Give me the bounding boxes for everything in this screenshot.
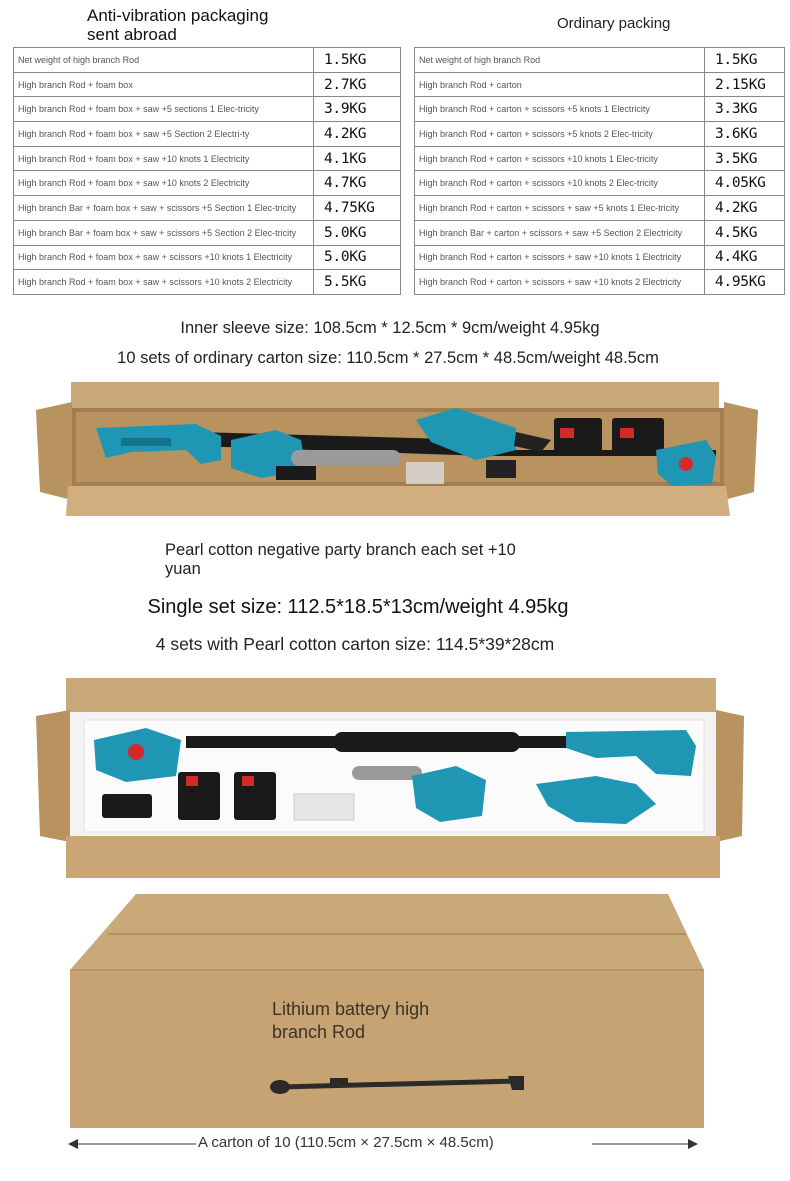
ordinary-description: High branch Bar + carton + scissors + saw +5 Section 2 Electricity — [415, 220, 705, 245]
anti-vibration-table-body — [14, 48, 401, 295]
ordinary-weight: 3.6KG — [705, 122, 785, 147]
ordinary-description: High branch Rod + carton + scissors +5 knots 2 Elec-tricity — [415, 122, 705, 147]
ordinary-row — [415, 97, 785, 122]
single-set-size-text: Single set size: 112.5*18.5*13cm/weight 4.95kg — [147, 596, 569, 618]
ordinary-row — [415, 48, 785, 73]
anti-vibration-weight: 5.0KG — [314, 220, 401, 245]
left-arrow-icon — [68, 1137, 196, 1149]
anti-vibration-description: High branch Rod + foam box + saw + scissors +10 knots 1 Electricity — [14, 245, 314, 270]
anti-vibration-weight-table — [13, 47, 401, 295]
anti-vibration-weight: 4.2KG — [314, 122, 401, 147]
ordinary-row — [415, 122, 785, 147]
ordinary-row — [415, 245, 785, 270]
anti-vibration-row — [14, 196, 401, 221]
anti-vibration-row — [14, 48, 401, 73]
anti-vibration-weight: 4.75KG — [314, 196, 401, 221]
ordinary-weight: 4.2KG — [705, 196, 785, 221]
pearl-cotton-box-photo — [36, 676, 744, 878]
ordinary-weight: 2.15KG — [705, 72, 785, 97]
anti-vibration-weight: 2.7KG — [314, 72, 401, 97]
ordinary-row — [415, 171, 785, 196]
ordinary-weight: 3.3KG — [705, 97, 785, 122]
carton-of-ten-caption: A carton of 10 (110.5cm × 27.5cm × 48.5cm) — [198, 1134, 494, 1151]
anti-vibration-row — [14, 72, 401, 97]
anti-vibration-row — [14, 245, 401, 270]
ordinary-packing-weight-table — [414, 47, 785, 295]
ordinary-weight: 4.95KG — [705, 270, 785, 295]
anti-vibration-row — [14, 220, 401, 245]
ordinary-description: High branch Rod + carton + scissors + saw +10 knots 2 Electricity — [415, 270, 705, 295]
anti-vibration-weight: 4.7KG — [314, 171, 401, 196]
ordinary-table-body — [415, 48, 785, 295]
right-arrow-icon — [592, 1137, 698, 1149]
pearl-cotton-note: Pearl cotton negative party branch each set +10 yuan — [165, 541, 516, 578]
ordinary-description: High branch Rod + carton + scissors +5 knots 1 Electricity — [415, 97, 705, 122]
anti-vibration-description: High branch Rod + foam box + saw +5 sections 1 Elec-tricity — [14, 97, 314, 122]
anti-vibration-description: High branch Rod + foam box — [14, 72, 314, 97]
anti-vibration-description: High branch Rod + foam box + saw +5 Section 2 Electri-ty — [14, 122, 314, 147]
ordinary-description: High branch Rod + carton + scissors +10 knots 2 Elec-tricity — [415, 171, 705, 196]
anti-vibration-description: High branch Bar + foam box + saw + scissors +5 Section 1 Elec-tricity — [14, 196, 314, 221]
ordinary-weight: 3.5KG — [705, 146, 785, 171]
ordinary-box-photo — [36, 380, 758, 520]
ordinary-description: High branch Rod + carton + scissors +10 knots 1 Elec-tricity — [415, 146, 705, 171]
ordinary-row — [415, 146, 785, 171]
left-table-title: Anti-vibration packaging sent abroad — [87, 6, 269, 44]
ordinary-carton-size-text: 10 sets of ordinary carton size: 110.5cm * 27.5cm * 48.5cm/weight 48.5cm — [117, 349, 659, 367]
ordinary-weight: 4.5KG — [705, 220, 785, 245]
anti-vibration-weight: 3.9KG — [314, 97, 401, 122]
ordinary-row — [415, 72, 785, 97]
ordinary-weight: 1.5KG — [705, 48, 785, 73]
anti-vibration-weight: 5.0KG — [314, 245, 401, 270]
anti-vibration-row — [14, 97, 401, 122]
anti-vibration-weight: 1.5KG — [314, 48, 401, 73]
ordinary-description: High branch Rod + carton + scissors + saw +5 knots 1 Elec-tricity — [415, 196, 705, 221]
ordinary-description: High branch Rod + carton + scissors + saw +10 knots 1 Electricity — [415, 245, 705, 270]
anti-vibration-description: High branch Rod + foam box + saw +10 knots 2 Electricity — [14, 171, 314, 196]
ordinary-description: Net weight of high branch Rod — [415, 48, 705, 73]
anti-vibration-description: Net weight of high branch Rod — [14, 48, 314, 73]
ordinary-row — [415, 220, 785, 245]
four-sets-carton-size-text: 4 sets with Pearl cotton carton size: 114.5*39*28cm — [155, 634, 555, 654]
anti-vibration-description: High branch Bar + foam box + saw + scissors +5 Section 2 Elec-tricity — [14, 220, 314, 245]
right-table-title: Ordinary packing — [557, 15, 671, 32]
ordinary-row — [415, 196, 785, 221]
ordinary-row — [415, 270, 785, 295]
anti-vibration-row — [14, 122, 401, 147]
anti-vibration-weight: 4.1KG — [314, 146, 401, 171]
anti-vibration-row — [14, 270, 401, 295]
ordinary-description: High branch Rod + carton — [415, 72, 705, 97]
ordinary-weight: 4.05KG — [705, 171, 785, 196]
box-print-label: Lithium battery high branch Rod — [272, 999, 430, 1042]
inner-sleeve-size-text: Inner sleeve size: 108.5cm * 12.5cm * 9cm/weight 4.95kg — [180, 319, 600, 337]
anti-vibration-description: High branch Rod + foam box + saw +10 knots 1 Electricity — [14, 146, 314, 171]
anti-vibration-row — [14, 146, 401, 171]
anti-vibration-weight: 5.5KG — [314, 270, 401, 295]
ordinary-weight: 4.4KG — [705, 245, 785, 270]
anti-vibration-description: High branch Rod + foam box + saw + scissors +10 knots 2 Electricity — [14, 270, 314, 295]
anti-vibration-row — [14, 171, 401, 196]
